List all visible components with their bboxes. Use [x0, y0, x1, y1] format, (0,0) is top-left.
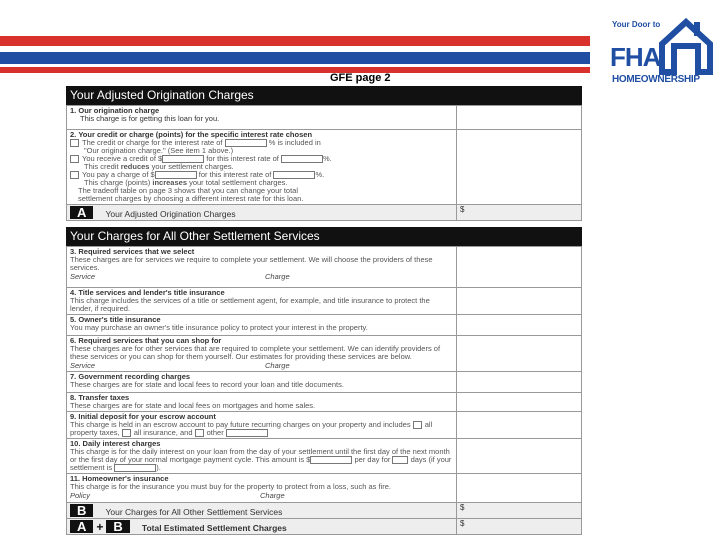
daily-interest-input[interactable] — [310, 456, 352, 464]
item-3-row — [67, 247, 582, 288]
total-ab-amount: $ — [460, 519, 465, 529]
item-1-row — [67, 106, 582, 130]
item-3-number: 3. — [70, 247, 77, 257]
opt3-text: You pay a charge of $ — [82, 170, 155, 180]
item-4-title: Title services and lender's title insurance — [78, 288, 225, 298]
escrow-other-input[interactable] — [226, 429, 268, 437]
item-1-title: Our origination charge — [78, 106, 160, 115]
item-2-option-2-checkbox[interactable] — [70, 155, 79, 163]
item-8-amount — [457, 393, 582, 412]
item-2-row — [67, 130, 582, 205]
item-11-desc: This charge is for the insurance you must buy for the property to protect from a loss, such as fire. — [70, 482, 391, 492]
item-11-col-policy: Policy — [70, 491, 91, 501]
item-10-for: for — [381, 455, 391, 465]
item-3-title: Required services that we select — [78, 247, 195, 257]
item-3-desc: These charges are for services we require to complete your settlement. We will choose the providers of these services. — [70, 255, 433, 273]
item-3-col-service: Service — [70, 272, 96, 282]
item-8-number: 8. — [70, 393, 77, 403]
item-6-desc: These charges are for other services that are required to complete your settlement. We can identify providers of these services or you can shop for them yourself. Our estimates for providing these services are below. — [70, 344, 441, 362]
total-b-row — [67, 503, 582, 519]
item-4-number: 4. — [70, 288, 77, 298]
days-input[interactable] — [392, 456, 408, 464]
item-10-desc: This charge is for the daily interest on your loan from the day of your settlement until the first day of the next month or the first day of your normal mortgage payment cycle. This amount is $ — [70, 447, 450, 465]
item-2-amount — [457, 130, 582, 205]
page-label: GFE page 2 — [330, 72, 391, 84]
item-6-col-charge: Charge — [265, 361, 290, 371]
item-2-number: 2. — [70, 130, 77, 139]
total-a-row — [67, 205, 582, 221]
item-9-amount — [457, 412, 582, 439]
opt2-text: You receive a credit of $ — [82, 154, 163, 164]
item-7-title: Government recording charges — [78, 372, 191, 382]
item-2-note-1: The tradeoff table on page 3 shows that you can change your total — [78, 186, 299, 196]
item-1-amount — [457, 106, 582, 130]
house-icon — [654, 16, 718, 76]
escrow-other-label: other — [206, 428, 224, 438]
opt3-note-bold: increases — [152, 178, 187, 188]
item-10-title: Daily interest charges — [82, 439, 161, 449]
item-10-end: ). — [156, 463, 161, 473]
opt1-text: The credit or charge for the interest rate of — [82, 138, 223, 147]
opt1-text-b: % is included in — [268, 138, 321, 147]
item-7-desc: These charges are for state and local fees to record your loan and title documents. — [70, 380, 344, 390]
item-4-amount — [457, 288, 582, 315]
item-8-title: Transfer taxes — [78, 393, 130, 403]
item-5-desc: You may purchase an owner's title insurance policy to protect your interest in the property. — [70, 323, 368, 333]
item-6-amount — [457, 336, 582, 372]
item-3-amount — [457, 247, 582, 288]
item-5-number: 5. — [70, 315, 77, 325]
gfe-document — [66, 86, 582, 535]
item-11-row — [67, 474, 582, 503]
item-11-title: Homeowner's insurance — [82, 474, 169, 484]
opt2-note-bold: reduces — [120, 162, 150, 172]
item-6-row — [67, 336, 582, 372]
item-11-number: 11. — [70, 474, 81, 484]
item-11-col-charge: Charge — [260, 491, 285, 501]
item-5-amount — [457, 315, 582, 336]
total-a-label: Your Adjusted Origination Charges — [105, 209, 236, 220]
settlement-date-input[interactable] — [114, 464, 156, 472]
section-1-table — [66, 105, 582, 221]
badge-a: A — [70, 206, 93, 219]
item-2-note-2: settlement charges by choosing a different interest rate for this loan. — [78, 194, 304, 204]
item-2-title: Your credit or charge (points) for the specific interest rate chosen — [78, 130, 313, 139]
item-4-desc: This charge includes the services of a title or settlement agent, for example, and title insurance to protect the lender, if required. — [70, 296, 430, 314]
opt3-text-c: %. — [315, 170, 325, 180]
item-11-amount — [457, 474, 582, 503]
escrow-taxes-label: all property taxes, — [70, 420, 433, 438]
item-10-amount — [457, 439, 582, 474]
section-2-table — [66, 246, 582, 535]
item-10-number: 10. — [70, 439, 81, 449]
logo-subtitle: HOMEOWNERSHIP — [612, 74, 700, 85]
item-9-row — [67, 412, 582, 439]
item-1-desc: This charge is for getting this loan for you. — [80, 114, 220, 123]
item-7-amount — [457, 372, 582, 393]
total-a-amount: $ — [460, 205, 465, 215]
total-ab-label: Total Estimated Settlement Charges — [141, 523, 287, 534]
opt2-note-pre: This credit — [84, 162, 119, 172]
item-6-col-service: Service — [70, 361, 96, 371]
escrow-insurance-checkbox[interactable] — [122, 429, 131, 437]
logo-fha: FHA — [610, 42, 661, 72]
section-2-header: Your Charges for All Other Settlement Services — [66, 227, 582, 246]
escrow-and-label: and — [180, 428, 193, 438]
item-10-per-day: per day — [354, 455, 380, 465]
item-7-row — [67, 372, 582, 393]
item-1-number: 1. — [70, 106, 77, 115]
item-6-title: Required services that you can shop for — [78, 336, 222, 346]
item-9-desc: This charge is held in an escrow account to pay future recurring charges on your property and includes — [70, 420, 411, 430]
logo-tagline: Your Door to — [612, 20, 661, 29]
badge-b: B — [70, 504, 93, 517]
section-1-header: Your Adjusted Origination Charges — [66, 86, 582, 105]
item-10-row — [67, 439, 582, 474]
plus-sign: + — [96, 520, 104, 535]
escrow-taxes-checkbox[interactable] — [413, 421, 422, 429]
opt2-note-post: your settlement charges. — [151, 162, 234, 172]
opt3-note-pre: This charge (points) — [84, 178, 151, 188]
opt2-rate-input[interactable] — [281, 155, 323, 163]
opt2-text-c: %. — [322, 154, 332, 164]
opt1-text-c: "Our origination charge." (See item 1 above.) — [84, 146, 234, 156]
item-2-option-1-checkbox[interactable] — [70, 139, 79, 147]
badge-ab-a: A — [70, 520, 93, 533]
item-10-days: days (if your settlement is — [70, 455, 452, 473]
total-b-amount: $ — [460, 503, 465, 513]
item-9-number: 9. — [70, 412, 77, 422]
item-5-row — [67, 315, 582, 336]
opt2-text-b: for this interest rate of — [206, 154, 279, 164]
item-8-row — [67, 393, 582, 412]
item-3-col-charge: Charge — [265, 272, 290, 282]
escrow-other-checkbox[interactable] — [195, 429, 204, 437]
total-ab-row — [67, 519, 582, 535]
item-4-row — [67, 288, 582, 315]
item-5-title: Owner's title insurance — [78, 315, 161, 325]
fha-logo — [604, 12, 722, 86]
item-9-title: Initial deposit for your escrow account — [78, 412, 216, 422]
total-b-label: Your Charges for All Other Settlement Services — [105, 507, 283, 518]
item-8-desc: These charges are for state and local fees on mortgages and home sales. — [70, 401, 316, 411]
badge-ab-b: B — [106, 520, 129, 533]
item-7-number: 7. — [70, 372, 77, 382]
item-2-option-3-checkbox[interactable] — [70, 171, 79, 179]
opt3-text-b: for this interest rate of — [198, 170, 272, 180]
item-6-number: 6. — [70, 336, 77, 346]
escrow-insurance-label: all insurance, — [133, 428, 178, 438]
opt3-note-post: your total settlement charges. — [189, 178, 288, 188]
header-stripes — [0, 36, 590, 73]
